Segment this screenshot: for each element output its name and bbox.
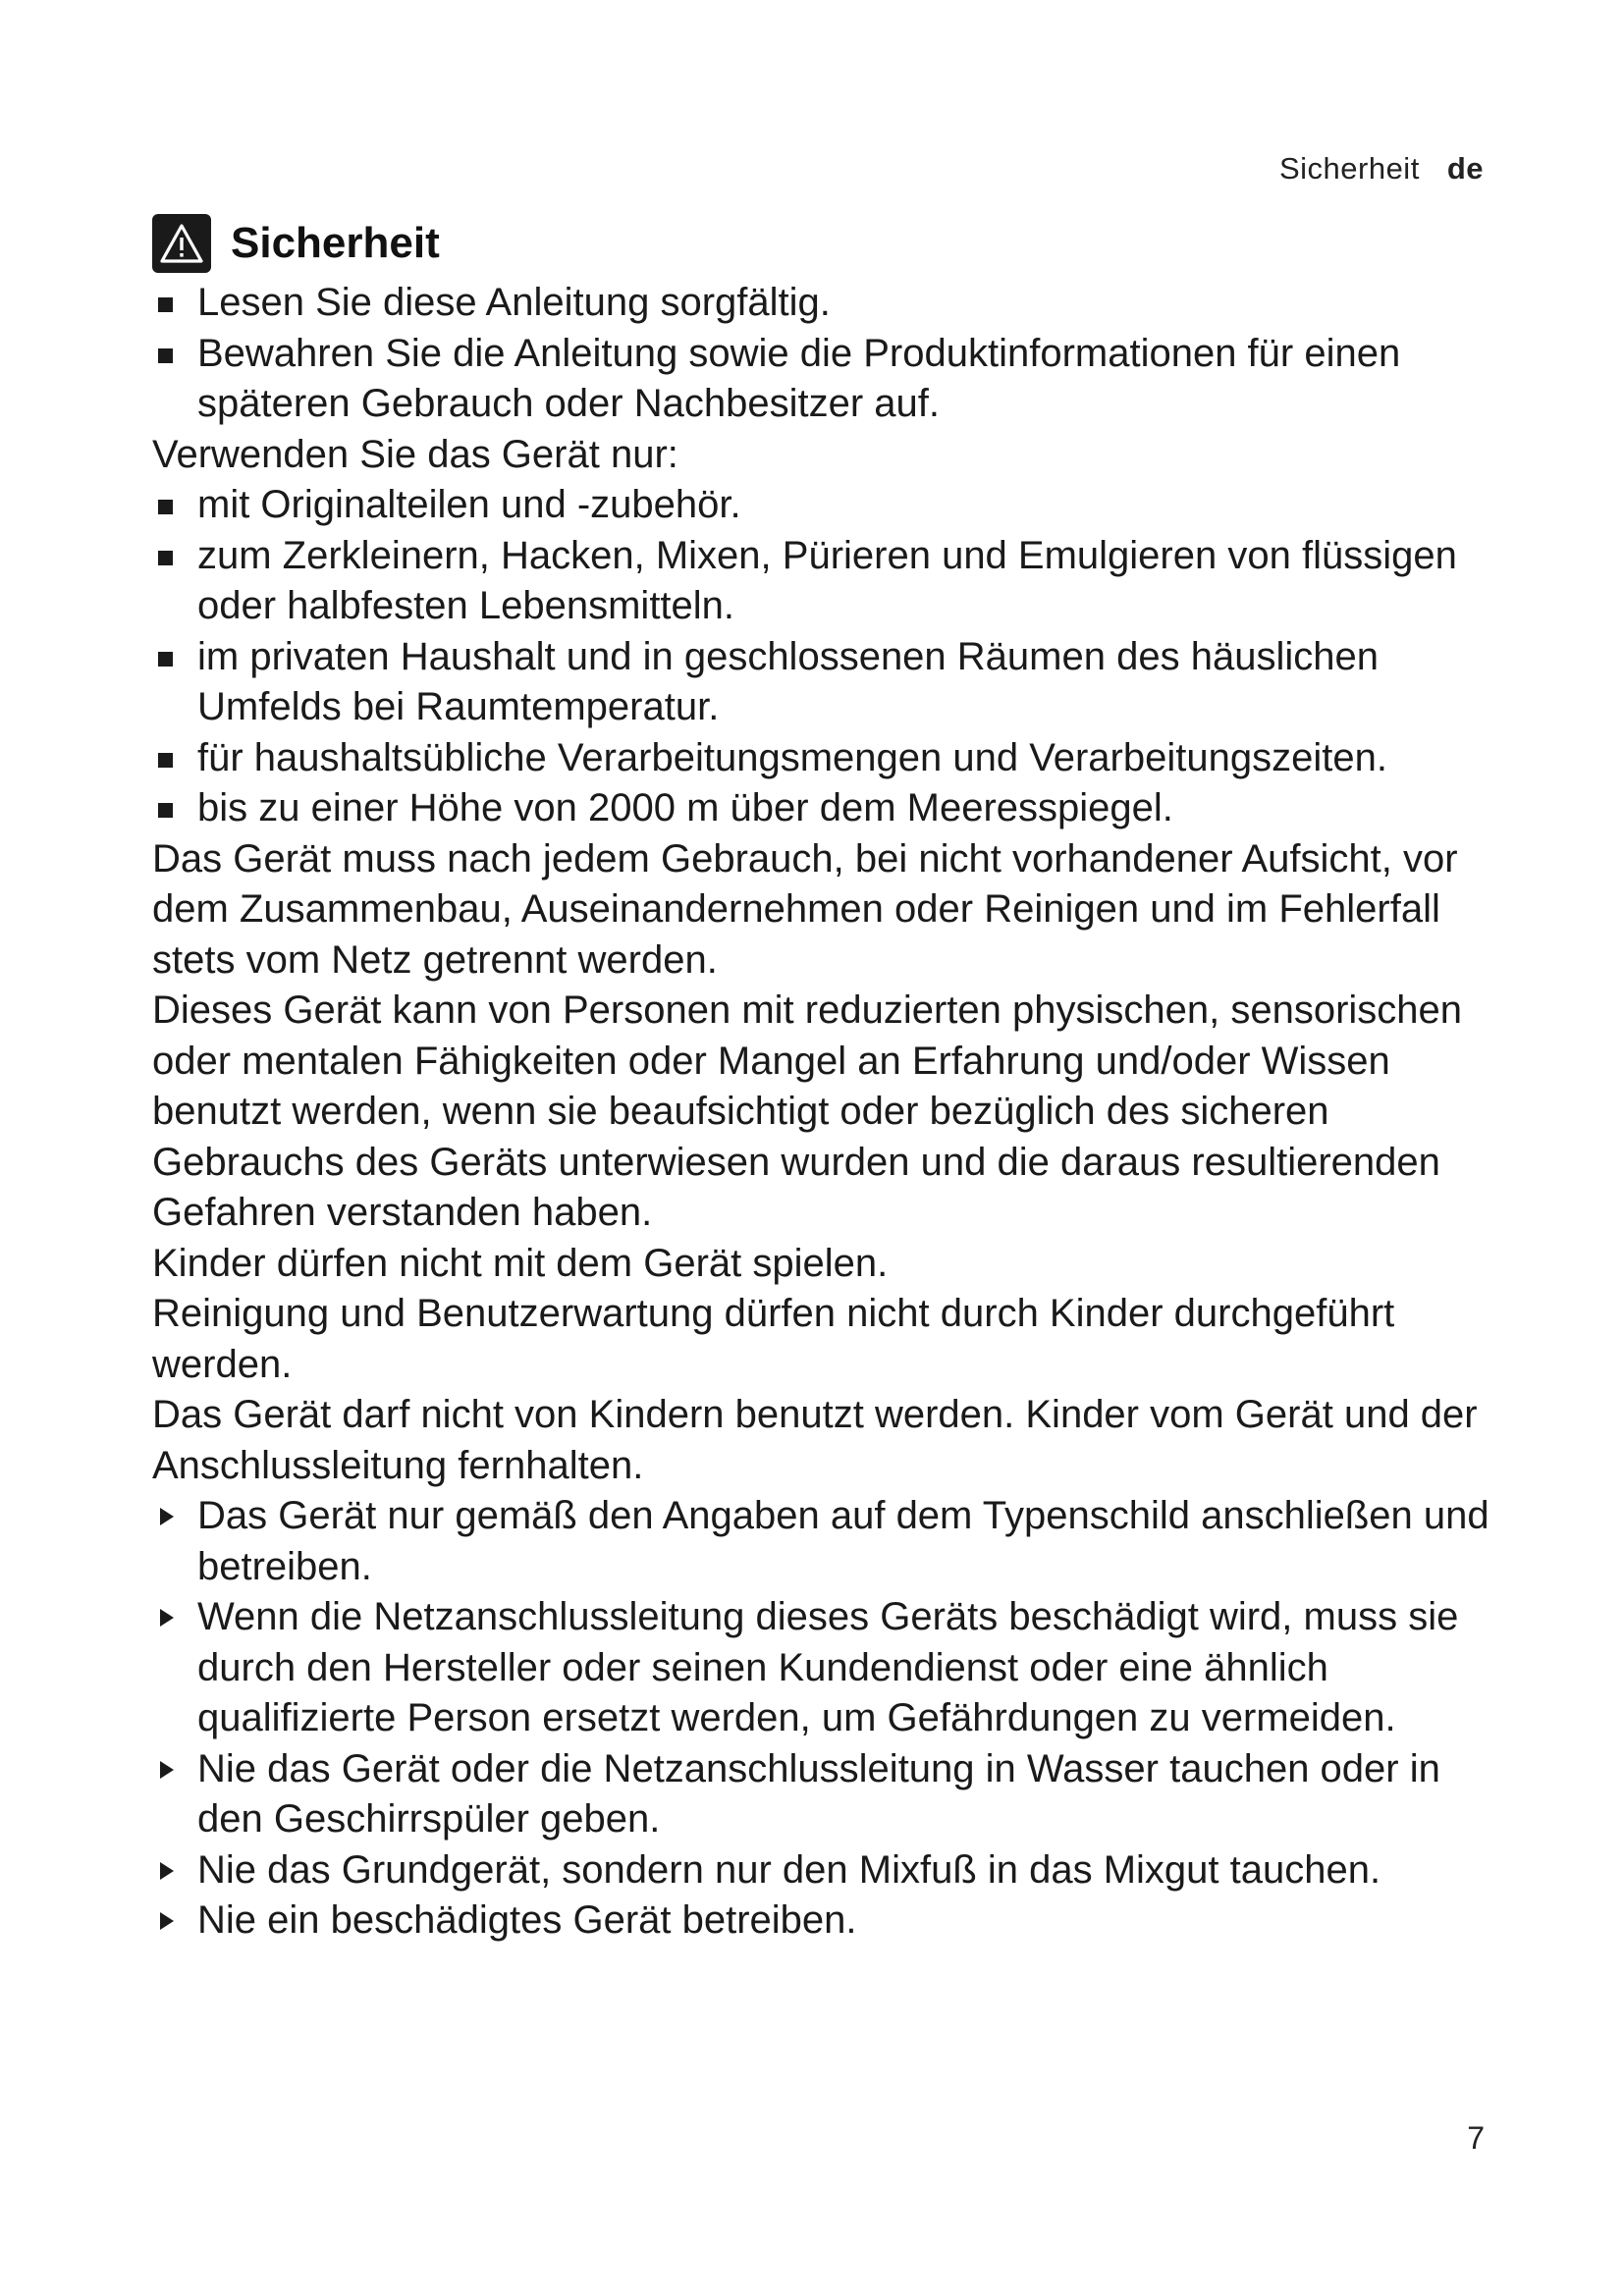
safety-content — [152, 278, 1497, 1947]
list-item: Lesen Sie diese Anleitung sorgfältig. — [152, 278, 1497, 329]
paragraph-children-use: Das Gerät darf nicht von Kindern benutzt werden. Kinder vom Gerät und der Anschlussleitung fernhalten. — [152, 1393, 1478, 1487]
paragraph-children-play: Kinder dürfen nicht mit dem Gerät spielen. — [152, 1241, 889, 1285]
page-number: 7 — [1467, 2120, 1485, 2156]
list-item: Nie ein beschädigtes Gerät betreiben. — [152, 1896, 1497, 1947]
paragraph-disconnect: Das Gerät muss nach jedem Gebrauch, bei nicht vorhandener Aufsicht, vor dem Zusammenbau, Auseinandernehmen oder Reinigen und im Fehlerfall stets vom Netz getrennt werden. — [152, 836, 1458, 982]
running-header — [1279, 151, 1484, 187]
list-item: bis zu einer Höhe von 2000 m über dem Meeresspiegel. — [152, 783, 1497, 834]
warning-triangle-icon — [152, 214, 211, 273]
list-item: mit Originalteilen und -zubehör. — [152, 480, 1497, 531]
instruction-step-list — [152, 1491, 1497, 1947]
list-item: Das Gerät nur gemäß den Angaben auf dem Typenschild anschließen und betreiben. — [152, 1491, 1497, 1592]
list-item: im privaten Haushalt und in geschlossenen Räumen des häuslichen Umfelds bei Raumtemperatur. — [152, 632, 1497, 733]
intro-bullet-list — [152, 278, 1497, 430]
section-title: Sicherheit — [231, 219, 440, 267]
running-header-language: de — [1446, 151, 1484, 186]
list-item: zum Zerkleinern, Hacken, Mixen, Pürieren und Emulgieren von flüssigen oder halbfesten Lebensmitteln. — [152, 531, 1497, 632]
paragraph-persons: Dieses Gerät kann von Personen mit reduzierten physischen, sensorischen oder mentalen Fähigkeiten oder Mangel an Erfahrung und/oder Wissen benutzt werden, wenn sie beaufsichtigt oder bezüglich des sicheren Gebrauchs des Geräts unterwiesen wurden und die daraus resultierenden Gefahren verstanden haben. — [152, 988, 1463, 1234]
list-item: Nie das Gerät oder die Netzanschlussleitung in Wasser tauchen oder in den Geschirrspüler geben. — [152, 1744, 1497, 1845]
usage-bullet-list — [152, 480, 1497, 834]
list-item: Bewahren Sie die Anleitung sowie die Produktinformationen für einen späteren Gebrauch oder Nachbesitzer auf. — [152, 329, 1497, 430]
list-item: Nie das Grundgerät, sondern nur den Mixfuß in das Mixgut tauchen. — [152, 1845, 1497, 1896]
paragraph-children-cleaning: Reinigung und Benutzerwartung dürfen nicht durch Kinder durchgeführt werden. — [152, 1292, 1395, 1386]
running-header-section: Sicherheit — [1278, 151, 1420, 186]
list-item: für haushaltsübliche Verarbeitungsmengen und Verarbeitungszeiten. — [152, 733, 1497, 784]
list-item: Wenn die Netzanschlussleitung dieses Geräts beschädigt wird, muss sie durch den Hersteller oder seinen Kundendienst oder eine ähnlich qualifizierte Person ersetzt werden, um Gefährdungen zu vermeiden. — [152, 1592, 1497, 1744]
usage-intro: Verwenden Sie das Gerät nur: — [152, 432, 678, 476]
section-heading — [152, 214, 440, 273]
